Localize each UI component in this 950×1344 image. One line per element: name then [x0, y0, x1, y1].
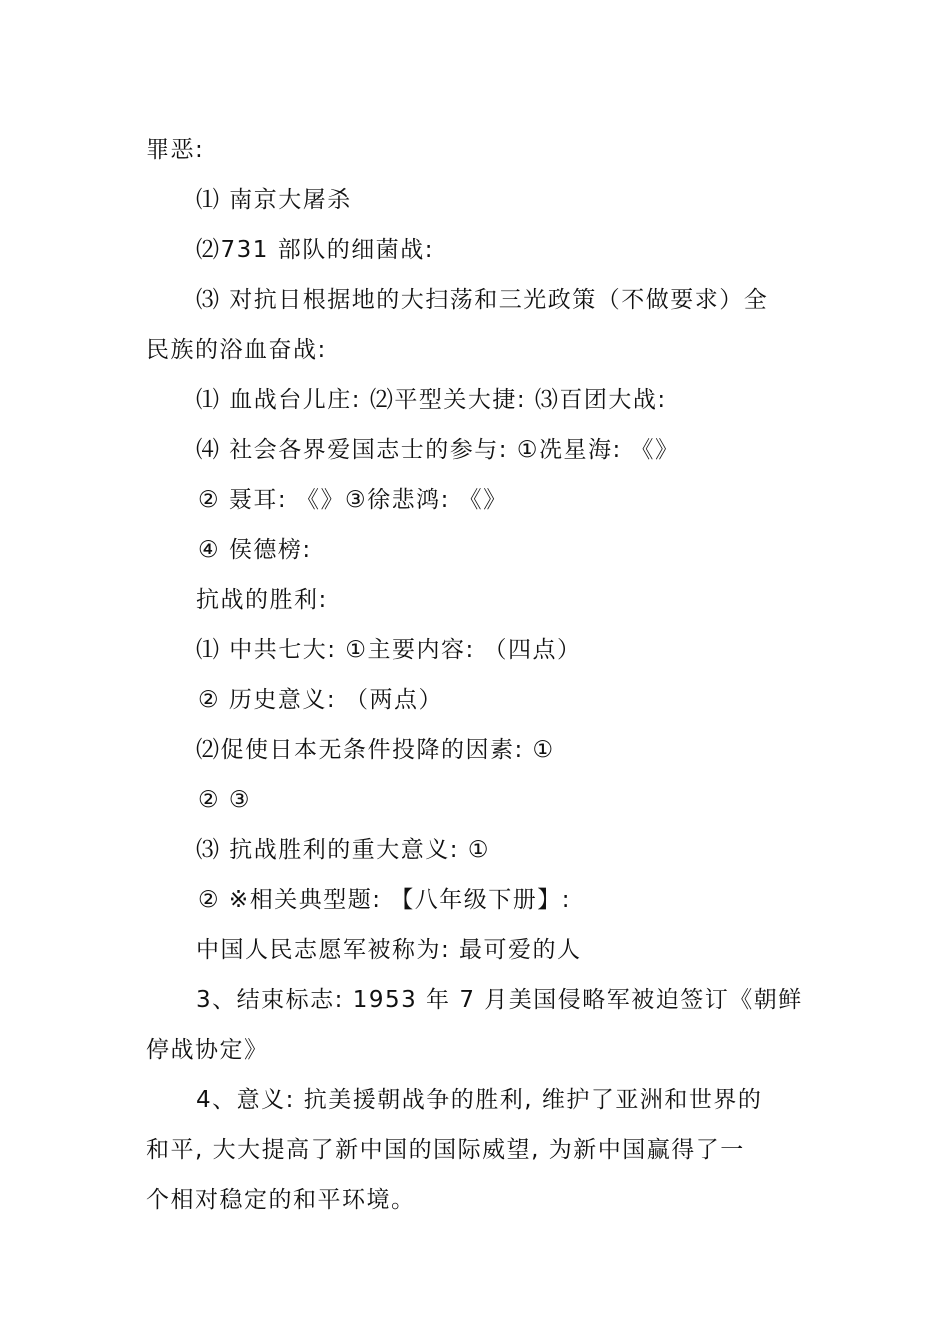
text-line: ② 聂耳: 《》③徐悲鸿: 《》: [198, 487, 508, 513]
text-line: 个相对稳定的和平环境。: [146, 1187, 416, 1213]
text-line: ⑷ 社会各界爱国志士的参与: ①冼星海: 《》: [196, 437, 680, 463]
text-line: ⑶ 对抗日根据地的大扫荡和三光政策（不做要求）全: [196, 287, 769, 313]
text-line: ⑴ 中共七大: ①主要内容: （四点）: [196, 637, 582, 663]
text-line: 民族的浴血奋战:: [146, 337, 327, 363]
text-line: ⑴ 南京大屠杀: [196, 187, 352, 213]
text-line: ② 历史意义: （两点）: [198, 687, 443, 713]
text-line: ⑵促使日本无条件投降的因素: ①: [196, 737, 555, 763]
text-line: 罪恶:: [146, 137, 205, 163]
text-line: 3、结束标志: 1953 年 7 月美国侵略军被迫签订《朝鲜: [196, 987, 803, 1013]
text-line: ② ※相关典型题: 【八年级下册】:: [198, 887, 572, 913]
text-line: 4、意义: 抗美援朝战争的胜利, 维护了亚洲和世界的: [196, 1087, 763, 1113]
text-line: 中国人民志愿军被称为: 最可爱的人: [196, 937, 582, 963]
text-line: ⑶ 抗战胜利的重大意义: ①: [196, 837, 490, 863]
text-line: 抗战的胜利:: [196, 587, 328, 613]
text-line: 停战协定》: [146, 1037, 269, 1063]
text-line: ⑴ 血战台儿庄: ⑵平型关大捷: ⑶百团大战:: [196, 387, 667, 413]
text-line: 和平, 大大提高了新中国的国际威望, 为新中国赢得了一: [146, 1137, 745, 1163]
text-line: ④ 侯德榜:: [198, 537, 312, 563]
text-line: ② ③: [198, 787, 252, 813]
text-line: ⑵731 部队的细菌战:: [196, 237, 434, 263]
